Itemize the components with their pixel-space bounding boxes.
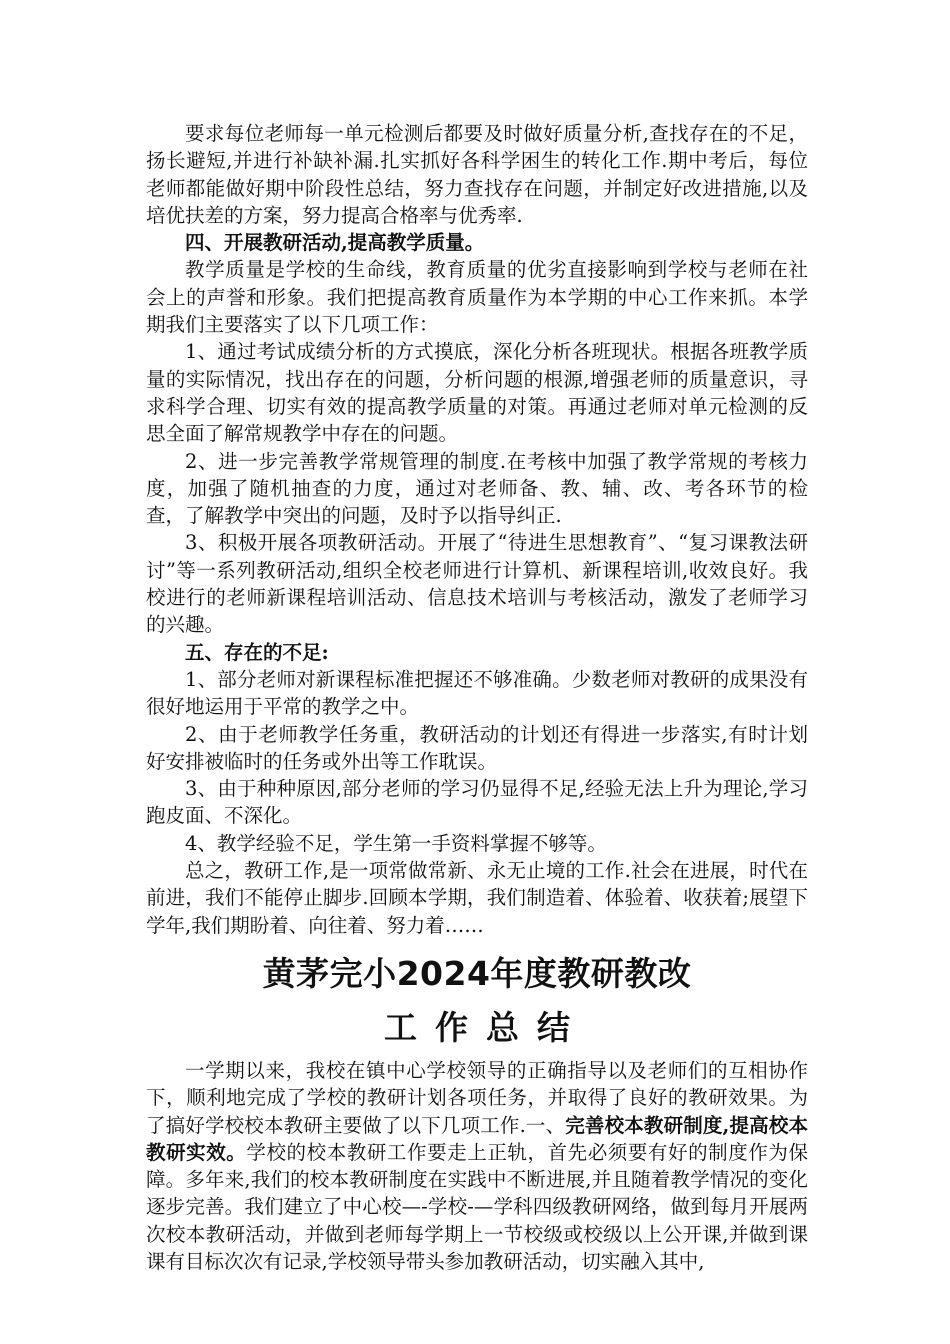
document-title: 黄茅完小2024年度教研教改	[262, 953, 692, 993]
list-item-routine-management: 2、进一步完善教学常规管理的制度.在考核中加强了教学常规的考核力度，加强了随机抽查的力度，通过对老师备、教、辅、改、考各环节的检查，了解教学中突出的问题，及时予以指导纠正.	[146, 449, 808, 528]
list-item-exam-analysis: 1、通过考试成绩分析的方式摸底，深化分析各班现状。根据各班教学质量的实际情况，找出存在的问题，分析问题的根源,增强老师的质量意识，寻求科学合理、切实有效的提高教学质量的对策。再通过老师对单元检测的反思全面了解常规教学中存在的问题。	[146, 340, 808, 446]
list-item-shortcoming-1: 1、部分老师对新课程标准把握还不够准确。少数老师对教研的成果没有很好地运用于平常的教学之中。	[146, 667, 808, 719]
list-item-shortcoming-2: 2、由于老师教学任务重，教研活动的计划还有得进一步落实,有时计划好安排被临时的任务或外出等工作耽误。	[146, 722, 808, 773]
paragraph-quality-analysis: 要求每位老师每一单元检测后都要及时做好质量分析,查找存在的不足，扬长避短,并进行补缺补漏.扎实抓好各科学困生的转化工作.期中考后，每位老师都能做好期中阶段性总结，努力查找存在问题，并制定好改进措施,以及培优扶差的方案，努力提高合格率与优秀率.	[146, 122, 808, 227]
list-item-shortcoming-3: 3、由于种种原因,部分老师的学习仍显得不足,经验无法上升为理论,学习跑皮面、不深化。	[146, 777, 808, 828]
heading-section-five: 五、存在的不足:	[185, 640, 329, 664]
section-one-text: 学校的校本教研工作要走上正轨，首先必须要有好的制度作为保障。多年来,我们的校本教研制度在实践中不断进展,并且随着教学情况的变化逐步完善。我们建立了中心校—-学校-—学科四级教研网络，做到每月开展两次校本教研活动，并做到老师每学期上一节校级或校级以上公开课,并做到课课有目标次次有记录,学校领导带头参加教研活动，切实融入其中,	[146, 1140, 808, 1273]
list-item-shortcoming-4: 4、教学经验不足，学生第一手资料掌握不够等。	[185, 831, 607, 855]
list-item-research-activities: 3、积极开展各项教研活动。开展了“待进生思想教育”、“复习课教法研讨”等一系列教研活动,组织全校老师进行计算机、新课程培训,收效良好。我校进行的老师新课程培训活动、信息技术培训与考核活动，激发了老师学习的兴趣。	[146, 531, 808, 637]
intro-text: 一学期以来，我校在镇中心学校领导的正确指导以及老师们的互相协作下，顺利地完成了学校的教研计划各项任务，并取得了良好的教研效果。为了搞好学校校本教研主要做了以下几项工作.一、	[146, 1058, 808, 1137]
document-subtitle: 工作总结	[384, 1007, 588, 1047]
paragraph-teaching-quality: 教学质量是学校的生命线，教育质量的优劣直接影响到学校与老师在社会上的声誉和形象。我们把提高教育质量作为本学期的中心工作来抓。本学期我们主要落实了以下几项工作：	[146, 258, 808, 337]
paragraph-introduction	[146, 1057, 808, 1275]
document-page	[146, 120, 808, 1275]
bold-heading-section-one: 完善校本教研制度,提高校本教研实效。	[146, 1113, 808, 1164]
paragraph-summary: 总之，教研工作,是一项常做常新、永无止境的工作.社会在进展，时代在前进，我们不能停止脚步.回顾本学期，我们制造着、体验着、收获着;展望下学年,我们期盼着、向往着、努力着……	[146, 859, 808, 937]
heading-section-four: 四、开展教研活动,提高教学质量。	[185, 231, 485, 255]
